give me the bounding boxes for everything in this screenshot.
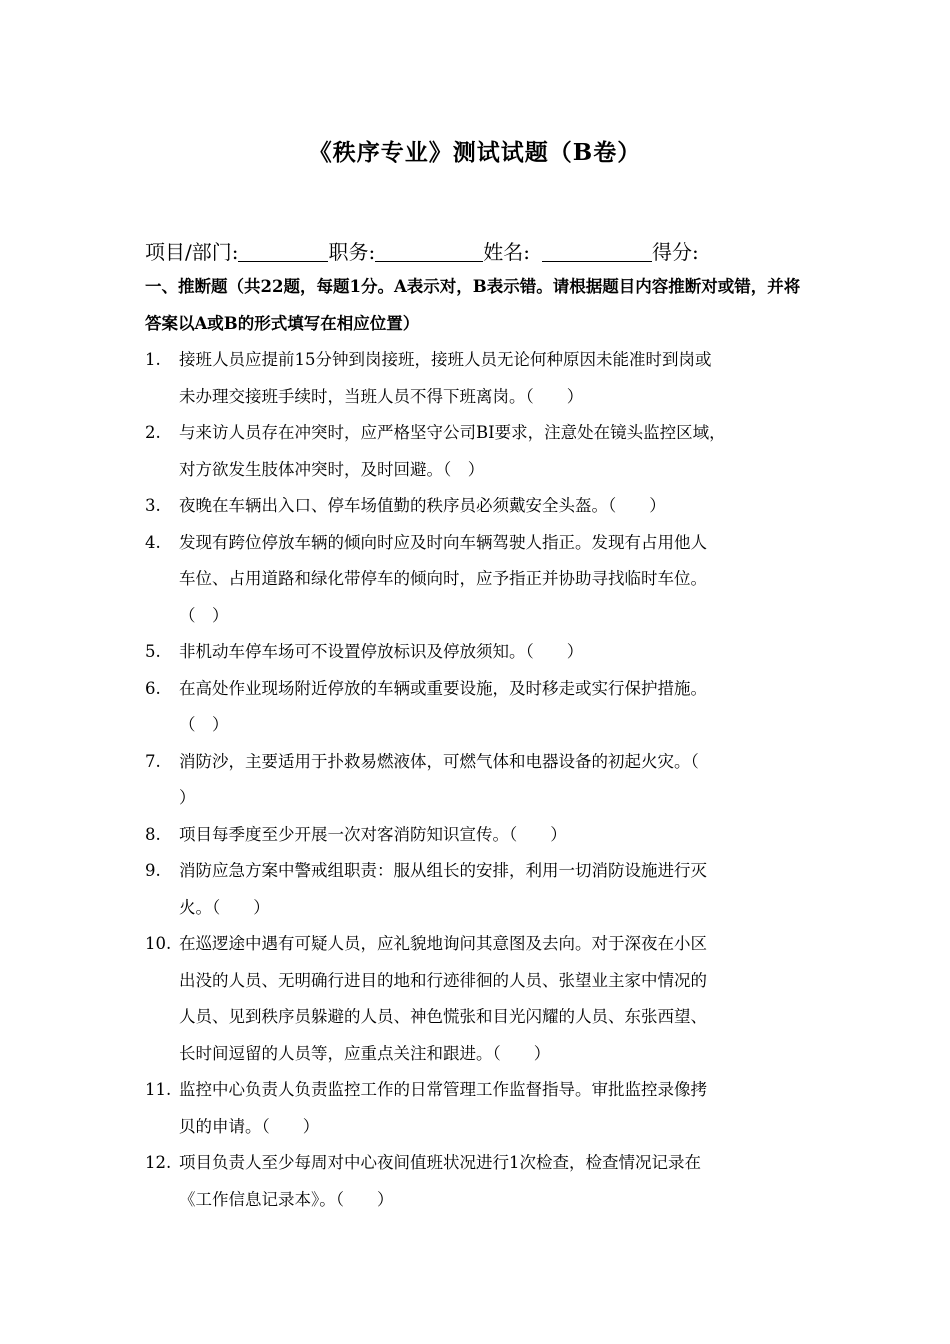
question-item [145, 1145, 810, 1218]
question-line: 在高处作业现场附近停放的车辆或重要设施，及时移走或实行保护措施。 [179, 678, 707, 698]
question-item [145, 817, 810, 854]
name-blank[interactable] [542, 241, 652, 262]
question-item [145, 488, 810, 525]
question-number: 5. [145, 642, 161, 661]
question-line: 项目负责人至少每周对中心夜间值班状况进行1次检查，检查情况记录在 [179, 1153, 701, 1172]
question-item [145, 744, 810, 817]
question-item [145, 525, 810, 635]
question-number: 12. [145, 1153, 172, 1172]
question-item [145, 415, 810, 488]
score-label: 得分: [651, 240, 699, 264]
question-item [145, 342, 810, 415]
name-label: 姓名: [483, 240, 530, 264]
question-list [145, 342, 810, 1218]
question-line: 人员、见到秩序员躲避的人员、神色慌张和目光闪耀的人员、东张西望、 [179, 1007, 707, 1026]
question-line: （ ） [179, 715, 229, 734]
section-heading: 一、推断题（共22题，每题1分。A表示对，B表示错。请根据题目内容推断对或错，并将答案以A或B的形式填写在相应位置） [145, 277, 801, 333]
question-line: 车位、占用道路和绿化带停车的倾向时，应予指正并协助寻找临时车位。 [179, 569, 707, 588]
question-line: 项目每季度至少开展一次对客消防知识宣传。（ ） [179, 824, 567, 844]
question-line: 贝的申请。（ ） [179, 1116, 320, 1136]
question-line: 消防沙，主要适用于扑救易燃液体，可燃气体和电器设备的初起火灾。（ [179, 751, 699, 771]
question-item [145, 853, 810, 926]
question-line: 与来访人员存在冲突时，应严格坚守公司BI要求，注意处在镜头监控区域， [179, 423, 726, 442]
question-line: 发现有跨位停放车辆的倾向时应及时向车辆驾驶人指正。发现有占用他人 [179, 532, 707, 552]
dept-blank[interactable] [238, 241, 328, 262]
dept-label: 项目/部门: [145, 240, 239, 264]
question-line: 火。（ ） [179, 897, 270, 917]
position-label: 职务: [328, 240, 376, 264]
question-item [145, 671, 810, 744]
question-line: 《工作信息记录本》。（ ） [179, 1189, 394, 1209]
question-number: 8. [145, 824, 161, 844]
question-line: 夜晚在车辆出入口、停车场值勤的秩序员必须戴安全头盔。（ ） [179, 496, 666, 515]
info-line [145, 236, 699, 265]
question-number: 2. [145, 423, 161, 442]
question-line: 在巡逻途中遇有可疑人员，应礼貌地询问其意图及去向。对于深夜在小区 [179, 934, 707, 953]
question-number: 3. [145, 496, 161, 515]
question-line: 出没的人员、无明确行进目的地和行迹徘徊的人员、张望业主家中情况的 [179, 970, 707, 990]
position-blank[interactable] [375, 241, 483, 262]
question-number: 4. [145, 532, 161, 552]
question-number: 10. [145, 934, 172, 953]
question-item [145, 1072, 810, 1145]
question-number: 7. [145, 751, 161, 771]
question-line: 长时间逗留的人员等，应重点关注和跟进。（ ） [179, 1043, 551, 1063]
question-number: 9. [145, 861, 161, 880]
question-number: 11. [145, 1080, 172, 1099]
page-title: 《秩序专业》测试试题（B卷） [308, 139, 642, 166]
question-line: ） [179, 788, 196, 807]
question-number: 6. [145, 678, 161, 698]
question-line: 非机动车停车场可不设置停放标识及停放须知。（ ） [179, 642, 584, 661]
question-line: 对方欲发生肢体冲突时，及时回避。（ ） [179, 459, 485, 479]
question-line: 未办理交接班手续时，当班人员不得下班离岗。（ ） [179, 386, 584, 406]
question-line: 消防应急方案中警戒组职责：服从组长的安排，利用一切消防设施进行灭 [179, 861, 707, 880]
question-item [145, 634, 810, 671]
question-line: 监控中心负责人负责监控工作的日常管理工作监督指导。审批监控录像拷 [179, 1080, 707, 1099]
question-line: （ ） [179, 605, 229, 625]
question-number: 1. [145, 350, 161, 369]
question-item [145, 926, 810, 1072]
question-line: 接班人员应提前15分钟到岗接班，接班人员无论何种原因未能准时到岗或 [179, 350, 712, 369]
